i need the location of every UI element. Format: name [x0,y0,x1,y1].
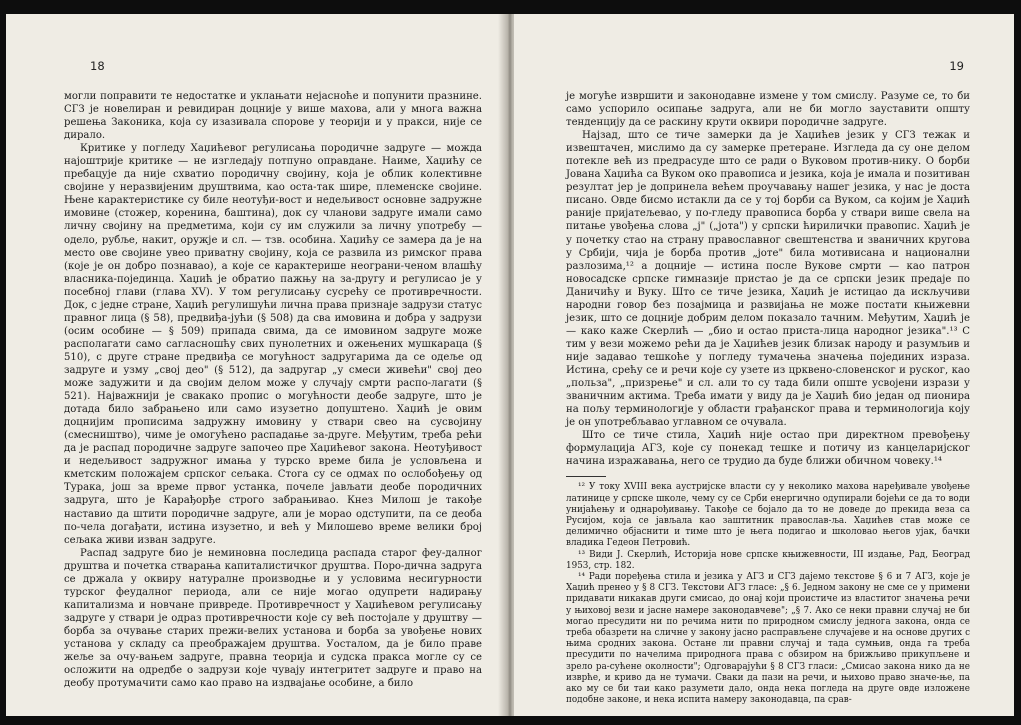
right-paragraph-1: је могуће извршити и законодавне измене у том смислу. Разуме се, то би само успорило осипање задруга, али не би могло зауставити општу тенденцију да се раскину крути оквири породичне задруге. [566,91,970,129]
right-paragraph-3: Што се тиче стила, Хаџић није остао при директном превођењу формулација АГЗ, које су понекад тешке и потичу из канцеларијског начина изражавања, него се трудио да буде ближи обичном човеку.¹⁴ [566,430,970,468]
left-paragraph-3: Распад задруге био је неминовна последица распада старог феу-далног друштва и почетка стварања капиталистичког друштва. Поро-дична задруга се држала у оквиру натуралне производње и у условима несигурности турског феудалног периода, али се није могао одупрети надирању капитализма и новчане привреде. Противречност у Хаџићевом регулисању задруге у ствари је одраз противречности које су већ постојале у друштву — борба за очување старих прежи-велих установа и борба за увођење нових установа у складу са преображајем друштва. Уосталом, да је било праве жеље за очу-вањем задруге, правна теорија и судска пракса могле су се осложити на одредбе о задрузи које чувају интегритет задруге и право на деобу протумачити само као право на издвајање особине, а било [64,547,482,690]
page-number-left: 18 [90,59,105,73]
footnote-rule [566,476,606,477]
right-body-text [566,90,970,468]
right-page [514,14,1014,716]
footnote-13: ¹³ Види Ј. Скерлић, Историја нове српске књижевности, III издање, Рад, Београд 1953, стр. 182. [566,549,970,571]
right-paragraph-2: Најзад, што се тиче замерки да је Хаџићев језик у СГЗ тежак и извештачен, мислимо да су замерке претеране. Изгледа да су оне делом потекле већ из предрасуде што се ради о Вуковом против-нику. О борби Јована Хаџића са Вуком око правописа и језика, која је имала и позитиван резултат јер је допринела већем проучавању нашег језика, у нас је доста писано. Овде бисмо истакли да се у тој борби са Вуком, са којим је Хаџић раније пријатељевао, у по-гледу правописа борба у ствари више свела на питање увођења слова „ј" („јота") у српски ћирилички правопис. Хаџић је у почетку стао на страну православног свештенства и званичних кругова у Србији, чија је борба против „јоте" била мотивисана и национални разлозима,¹² а доцније — истина после Вукове смрти — као патрон новосадске српске гимназије пристао је да се српски језик предаје по Даничићу и Вуку. Што се тиче језика, Хаџић је истицао да искључиви народни говор без позајмица и развијања не може постати књижевни језик, што се доцније добрим делом показало тачним. Међутим, Хаџић је — како каже Скерлић — „био и остао приста-лица народног језика".¹³ С тим у вези можемо рећи да је Хаџићев језик близак народу и разумљив и није задавао тешкоће у погледу тумачења значења појединих израза. Истина, срећу се и речи које су узете из црквено-словенског и руског, као „польза", „призрење" и сл. али то су тада били опште усвојени изрази у званичним актима. Треба имати у виду да је Хаџић био један од пионира на пољу терминологије у области грађанског права и терминологија коју је он употребљавао углавном се очувала. [566,130,970,429]
left-page [6,14,506,716]
left-body-text [64,90,482,690]
footnote-14: ¹⁴ Ради поређења стила и језика у АГЗ и СГЗ дајемо текстове § 6 и 7 АГЗ, које је Хаџић пренео у § 8 СГЗ. Текстови АГЗ гласе: „§ 6. Једном закону не смe се у примени придавати никакав други смисао, до онај који проистиче из властитог значења речи у њиховој вези и јасне намере законодавчеве"; „§ 7. Ако се неки правни случај не би могао пресудити ни по речима нити по природном смислу једнога закона, онда се треба обазрети на сличне у закону јасно распрaвљене случајеве и на основе других с њима сродних закона. Остане ли правни случај и тада сумњив, онда га треба пресудити по начелима природнога права с обзиром на брижљиво прикупљене и зрело ра-сућене околности"; Одговарајући § 8 СГЗ гласи: „Смисао закона нико да не изврће, и криво да не тумачи. Сваки да пази на речи, и њихово право значе-ње, па ако му се би таи како разумети дало, онда нека погледа на друге овде изложене подобне законе, и нека испита намеру законодавца, па срав- [566,571,970,706]
left-paragraph-2: Критике у погледу Хаџићевог регулисања породичне задруге — можда најоштрије критике — не изгледају потпуно оправдане. Наиме, Хаџићу се пребацује да није схватио породичну својину, која је облик колективне својине у неразвијеним друштвима, као оста-так шире, племенске својине. Њене карактеристике су биле неотуђи-вост и недељивост основне задружне имовине (стожер, коренина, баштина), док су чланови задруге имали само личну својину на предметима, који су им служили за личну употребу — одело, рубље, накит, оружје и сл. — тзв. особина. Хаџићу се замера да је на место ове својине увео приватну својину, која се развила из римског права (које је он добро познавао), а које се карактерише неограни-ченом влашћу власника-појединца. Хаџић је обратио пажњу на за-другу и регулисао је у посебној глави (глава XV). У том регулисању сусрећу се противречности. Док, с једне стране, Хаџић регулишући лична права признаје задрузи статус правног лица (§ 58), предвиђа-јући (§ 508) да сва имовина и добра у задрузи (осим особине — § 509) припада свима, да се имовином задруге може располагати само сагласношћу свих пунолетних и ожењених мушкараца (§ 510), с друге стране предвиђа се могућност задругарима да се одеље од задруге и узму „свој део" (§ 512), да задругар „у смеси живећи" свој део може задужити и да својим делом може у случају смрти распо-лагати (§ 521). Најважнији је свакако пропис о могућности деобе задруге, што је дотада било забрањено или само изузетно допуштено. Хаџић је овим доцнијим прописима задружну имовину у ствари свео на сусвојину (смесништво), чиме је омогућено распадање за-друге. Међутим, треба рећи да је распад породичне задруге започео пре Хаџићевог закона. Неотуђивост и недељивост задружног имања у турско време била је условљена и кметским положајем српског сељака. Стога су се одмах по ослобођењу од Турака, још за време првог устанка, почеле јављати деобе породичних задруга, што је Карађорђе строго забрањивао. Кнез Милош је такође наставио да штити породичне задруге, али је мораo одступити, па се деоба по-чела догађати, истина изузетно, и већ у Милошево време велики број сељака живи изван задруге. [64,143,482,546]
left-paragraph-1: могли поправити те недостатке и уклањати нејасноће и попунити празнине. СГЗ је новелиран и ревидиран доцније у више махова, али у многа важна решења Законика, која су изазивала спорове у теорији и у пракси, није се дирало. [64,91,482,142]
footnote-12: ¹² У току XVIII века аустријске власти су у неколико махова наређивале увођење латинице у српске школе, чему су се Срби енергично одупирали бојећи се да то води унијаћењу и однарођивању. Такође се бојало да то не доведе до прекида веза са Русијом, која се јављала као заштитник православ-ља. Хаџићев став може се делимично објаснити и тиме што је њега подигао и школовао његов ујак, бачки владика Гедеон Петровић. [566,482,970,549]
footnotes [566,482,970,706]
page-number-right: 19 [949,59,964,73]
